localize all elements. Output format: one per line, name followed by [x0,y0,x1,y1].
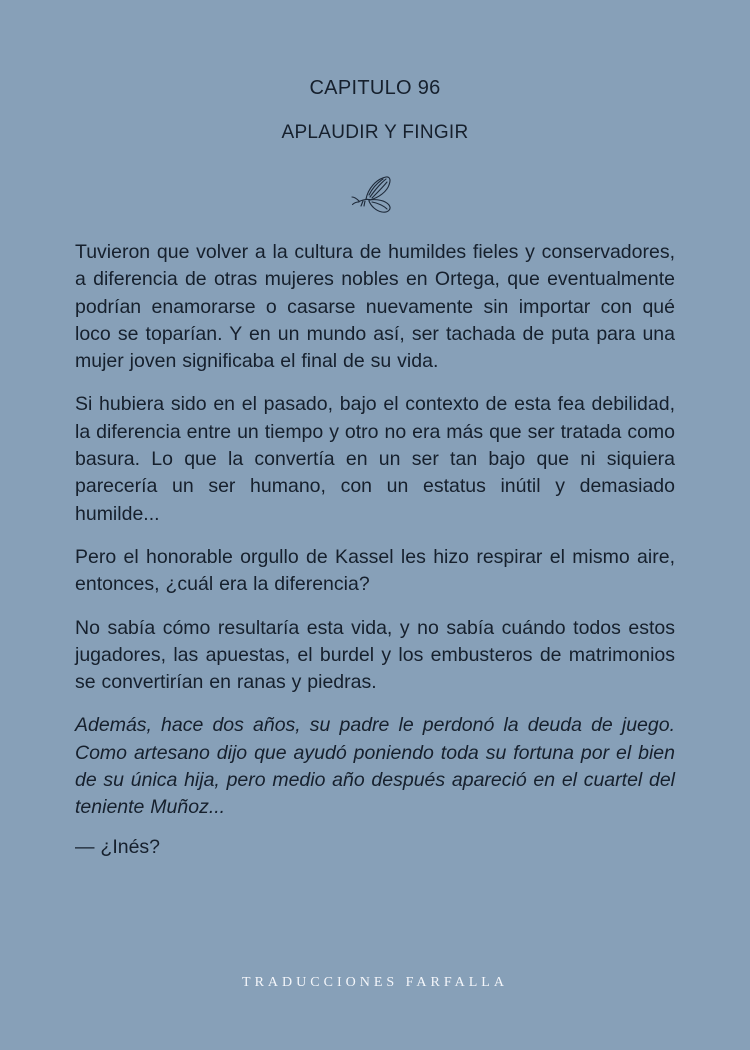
chapter-number: CAPITULO 96 [309,77,441,99]
butterfly-icon [350,175,396,215]
chapter-title: APLAUDIR Y FINGIR [281,122,469,143]
dialogue-line: — ¿Inés? [75,835,161,858]
paragraph: Si hubiera sido en el pasado, bajo el contexto de esta fea debilidad, la diferencia entre un tiempo y otro no era más que ser tratada como basura. Lo que la convertía en un ser tan bajo que ni siquiera parecería un ser humano, con un estatus inútil y demasiado humilde... [75,393,675,525]
paragraph: No sabía cómo resultaría esta vida, y no sabía cuándo todos estos jugadores, las apuestas, el burdel y los embusteros de matrimonios se convertirían en ranas y piedras. [75,616,675,694]
paragraph: Tuvieron que volver a la cultura de humildes fieles y conservadores, a diferencia de otras mujeres nobles en Ortega, que eventualmente podrían enamorarse o casarse nuevamente sin importar con qué loco se toparían. Y en un mundo así, ser tachada de puta para una mujer joven significaba el final de su vida. [75,241,675,373]
italic-paragraph: Además, hace dos años, su padre le perdonó la deuda de juego. Como artesano dijo que ayudó poniendo toda su fortuna por el bien de su única hija, pero medio año después apareció en el cuartel del teniente Muñoz... [75,714,675,819]
paragraph: Pero el honorable orgullo de Kassel les hizo respirar el mismo aire, entonces, ¿cuál era la diferencia? [75,545,675,596]
footer-credit: TRADUCCIONES FARFALLA [242,975,508,990]
chapter-text [75,239,675,877]
